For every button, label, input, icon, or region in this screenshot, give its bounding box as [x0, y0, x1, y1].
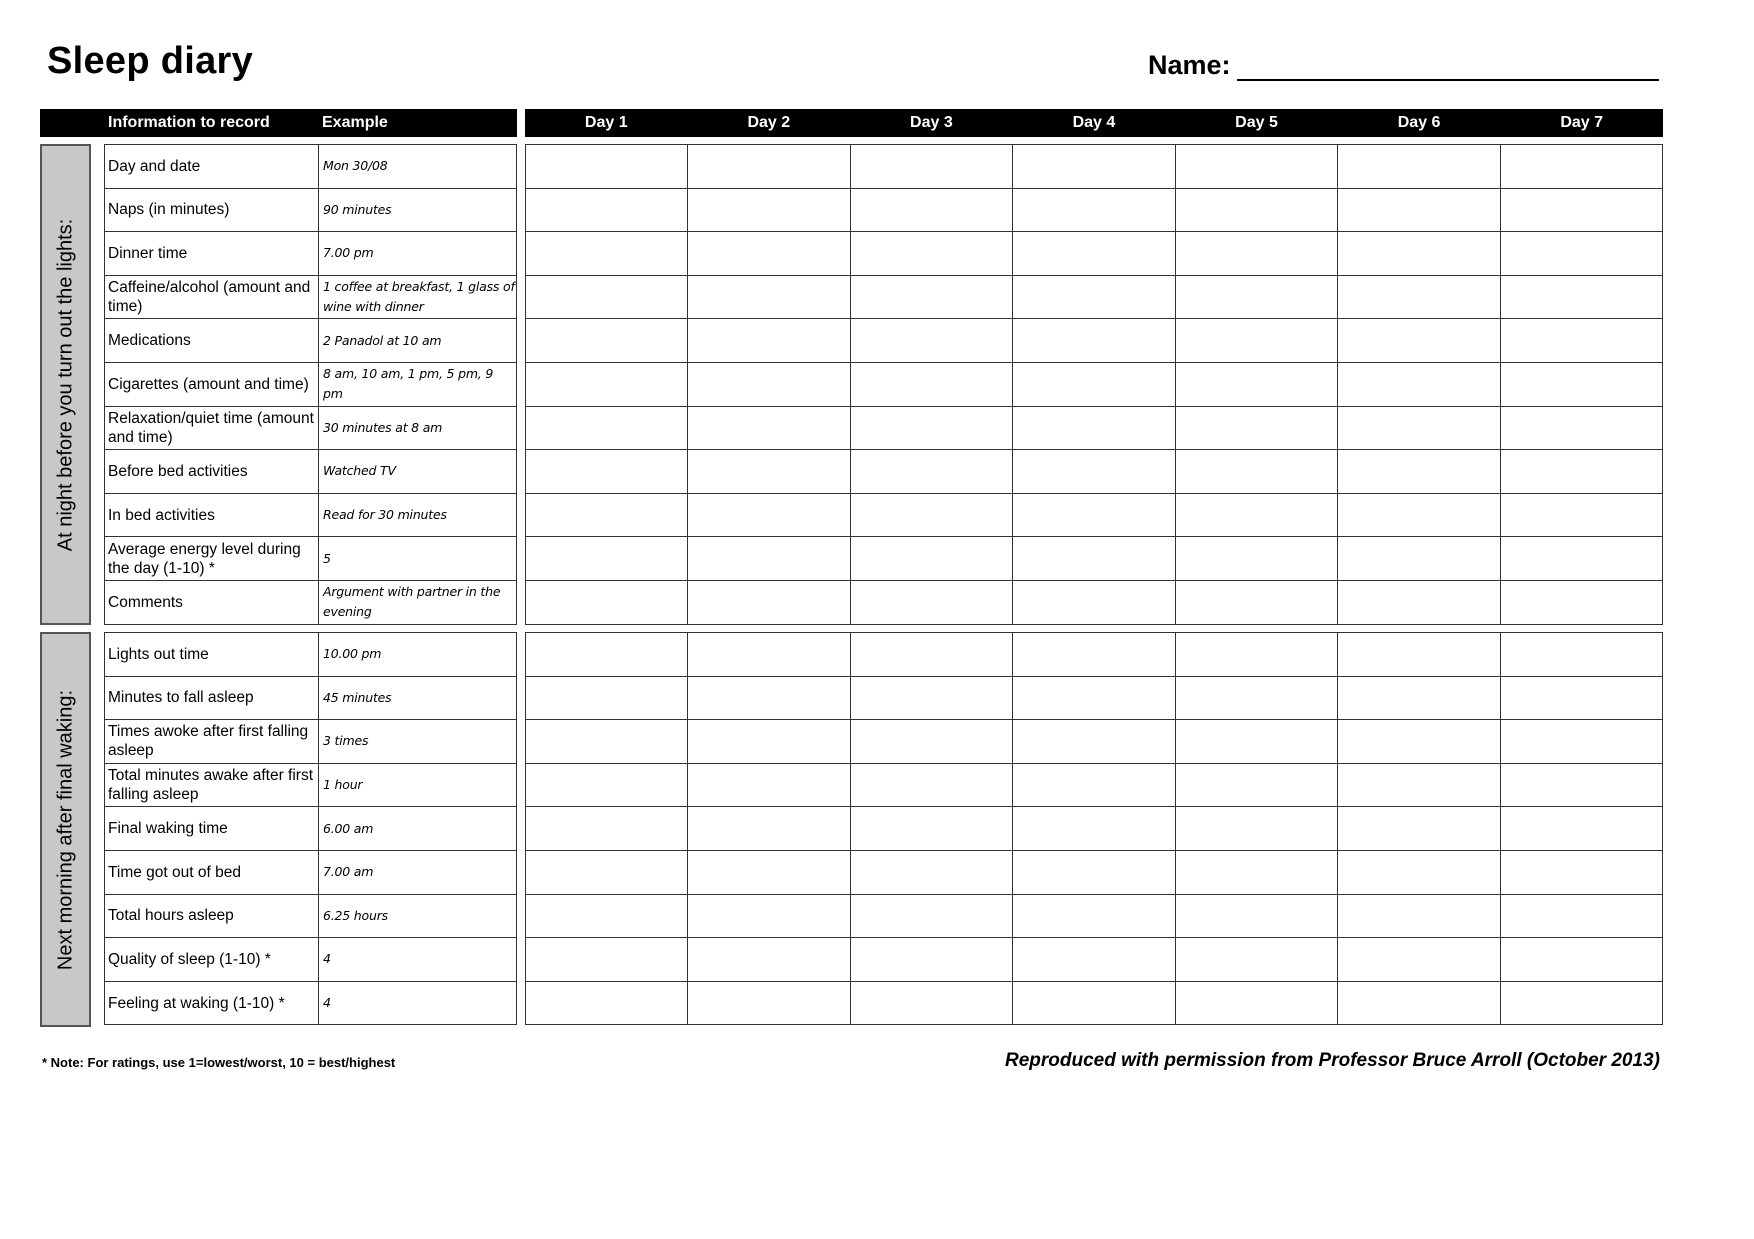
row-example: 7.00 am — [319, 850, 517, 894]
day-7-cell[interactable] — [1500, 580, 1662, 624]
day-6-cell[interactable] — [1338, 720, 1500, 764]
day-7-cell[interactable] — [1500, 362, 1662, 406]
day-1-cell[interactable] — [526, 850, 688, 894]
day-row — [526, 362, 1663, 406]
table-row — [105, 633, 517, 677]
day-row — [526, 720, 1663, 764]
day-5-cell[interactable] — [1175, 145, 1337, 189]
day-3-cell[interactable] — [850, 894, 1012, 938]
day-6-cell[interactable] — [1338, 938, 1500, 982]
day-2-cell[interactable] — [688, 938, 850, 982]
day-6-cell[interactable] — [1338, 676, 1500, 720]
header-day-5: Day 5 — [1235, 114, 1278, 131]
day-2-cell[interactable] — [688, 188, 850, 232]
row-label: Relaxation/quiet time (amount and time) — [105, 406, 319, 450]
row-label: Day and date — [105, 145, 319, 189]
table-row — [105, 850, 517, 894]
table-row — [105, 450, 517, 494]
row-label: Total hours asleep — [105, 894, 319, 938]
day-7-cell[interactable] — [1500, 406, 1662, 450]
day-2-cell[interactable] — [688, 537, 850, 581]
day-1-cell[interactable] — [526, 145, 688, 189]
day-row — [526, 580, 1663, 624]
day-row — [526, 232, 1663, 276]
table-row — [105, 362, 517, 406]
day-4-cell[interactable] — [1013, 450, 1175, 494]
table-row — [105, 894, 517, 938]
day-4-cell[interactable] — [1013, 850, 1175, 894]
day-5-cell[interactable] — [1175, 493, 1337, 537]
row-label: Quality of sleep (1-10) * — [105, 938, 319, 982]
table-row — [105, 319, 517, 363]
day-1-cell[interactable] — [526, 319, 688, 363]
day-1-cell[interactable] — [526, 894, 688, 938]
day-2-cell[interactable] — [688, 981, 850, 1025]
info-table-night — [104, 144, 517, 625]
day-7-cell[interactable] — [1500, 676, 1662, 720]
day-row — [526, 275, 1663, 319]
day-4-cell[interactable] — [1013, 633, 1175, 677]
day-7-cell[interactable] — [1500, 275, 1662, 319]
credit-line: Reproduced with permission from Professor Bruce Arroll (October 2013) — [1005, 1050, 1660, 1071]
day-5-cell[interactable] — [1175, 232, 1337, 276]
day-7-cell[interactable] — [1500, 493, 1662, 537]
header-day-7: Day 7 — [1560, 114, 1604, 131]
row-label: Feeling at waking (1-10) * — [105, 981, 319, 1025]
day-2-cell[interactable] — [688, 450, 850, 494]
day-7-cell[interactable] — [1500, 938, 1662, 982]
name-label: Name: — [1148, 50, 1231, 80]
row-example: 7.00 pm — [319, 232, 517, 276]
day-7-cell[interactable] — [1500, 720, 1662, 764]
day-row — [526, 145, 1663, 189]
day-row — [526, 493, 1663, 537]
row-example: 1 coffee at breakfast, 1 glass of wine with dinner — [319, 275, 517, 319]
day-4-cell[interactable] — [1013, 232, 1175, 276]
day-2-cell[interactable] — [688, 145, 850, 189]
table-row — [105, 537, 517, 581]
day-1-cell[interactable] — [526, 188, 688, 232]
day-2-cell[interactable] — [688, 720, 850, 764]
day-5-cell[interactable] — [1175, 850, 1337, 894]
day-row — [526, 676, 1663, 720]
day-4-cell[interactable] — [1013, 537, 1175, 581]
section-label-night-text: At night before you turn out the lights: — [54, 218, 76, 551]
day-3-cell[interactable] — [850, 633, 1012, 677]
day-4-cell[interactable] — [1013, 275, 1175, 319]
row-label: Before bed activities — [105, 450, 319, 494]
table-row — [105, 807, 517, 851]
day-3-cell[interactable] — [850, 981, 1012, 1025]
row-example: 5 — [319, 537, 517, 581]
day-5-cell[interactable] — [1175, 275, 1337, 319]
day-3-cell[interactable] — [850, 319, 1012, 363]
day-7-cell[interactable] — [1500, 232, 1662, 276]
day-5-cell[interactable] — [1175, 580, 1337, 624]
day-row — [526, 188, 1663, 232]
day-3-cell[interactable] — [850, 580, 1012, 624]
day-6-cell[interactable] — [1338, 580, 1500, 624]
day-6-cell[interactable] — [1338, 275, 1500, 319]
section-label-morning-text: Next morning after final waking: — [54, 689, 76, 970]
table-row — [105, 763, 517, 807]
table-row — [105, 938, 517, 982]
day-7-cell[interactable] — [1500, 319, 1662, 363]
day-3-cell[interactable] — [850, 938, 1012, 982]
day-5-cell[interactable] — [1175, 763, 1337, 807]
day-1-cell[interactable] — [526, 676, 688, 720]
day-7-cell[interactable] — [1500, 537, 1662, 581]
day-6-cell[interactable] — [1338, 493, 1500, 537]
day-1-cell[interactable] — [526, 720, 688, 764]
day-6-cell[interactable] — [1338, 319, 1500, 363]
day-4-cell[interactable] — [1013, 894, 1175, 938]
row-label: Cigarettes (amount and time) — [105, 362, 319, 406]
row-label: Comments — [105, 580, 319, 624]
day-5-cell[interactable] — [1175, 319, 1337, 363]
day-6-cell[interactable] — [1338, 406, 1500, 450]
day-1-cell[interactable] — [526, 633, 688, 677]
row-label: Total minutes awake after first falling asleep — [105, 763, 319, 807]
day-6-cell[interactable] — [1338, 145, 1500, 189]
row-example: 4 — [319, 981, 517, 1025]
day-2-cell[interactable] — [688, 633, 850, 677]
day-2-cell[interactable] — [688, 580, 850, 624]
table-row — [105, 275, 517, 319]
day-4-cell[interactable] — [1013, 406, 1175, 450]
section-label-morning — [40, 632, 91, 1027]
name-input-line[interactable] — [1237, 79, 1659, 81]
day-row — [526, 319, 1663, 363]
row-label: Time got out of bed — [105, 850, 319, 894]
header-day-1: Day 1 — [584, 114, 628, 131]
day-7-cell[interactable] — [1500, 188, 1662, 232]
day-3-cell[interactable] — [850, 450, 1012, 494]
day-6-cell[interactable] — [1338, 232, 1500, 276]
day-7-cell[interactable] — [1500, 894, 1662, 938]
day-5-cell[interactable] — [1175, 807, 1337, 851]
day-row — [526, 763, 1663, 807]
day-7-cell[interactable] — [1500, 807, 1662, 851]
info-table-morning — [104, 632, 517, 1025]
table-row — [105, 493, 517, 537]
day-7-cell[interactable] — [1500, 145, 1662, 189]
row-example: Argument with partner in the evening — [319, 580, 517, 624]
row-example: 3 times — [319, 720, 517, 764]
row-label: Lights out time — [105, 633, 319, 677]
row-example: 10.00 pm — [319, 633, 517, 677]
day-6-cell[interactable] — [1338, 807, 1500, 851]
day-7-cell[interactable] — [1500, 981, 1662, 1025]
day-2-cell[interactable] — [688, 362, 850, 406]
day-1-cell[interactable] — [526, 763, 688, 807]
day-3-cell[interactable] — [850, 807, 1012, 851]
row-label: Final waking time — [105, 807, 319, 851]
day-row — [526, 537, 1663, 581]
section-label-night — [40, 144, 91, 625]
day-2-cell[interactable] — [688, 763, 850, 807]
day-4-cell[interactable] — [1013, 720, 1175, 764]
day-3-cell[interactable] — [850, 493, 1012, 537]
day-1-cell[interactable] — [526, 232, 688, 276]
day-6-cell[interactable] — [1338, 894, 1500, 938]
day-5-cell[interactable] — [1175, 406, 1337, 450]
day-1-cell[interactable] — [526, 981, 688, 1025]
header-day-3: Day 3 — [910, 114, 953, 131]
table-row — [105, 720, 517, 764]
day-3-cell[interactable] — [850, 763, 1012, 807]
day-6-cell[interactable] — [1338, 188, 1500, 232]
day-1-cell[interactable] — [526, 450, 688, 494]
day-2-cell[interactable] — [688, 232, 850, 276]
ratings-note: * Note: For ratings, use 1=lowest/worst, 10 = best/highest — [42, 1055, 396, 1070]
day-1-cell[interactable] — [526, 275, 688, 319]
day-3-cell[interactable] — [850, 275, 1012, 319]
row-example: Read for 30 minutes — [319, 493, 517, 537]
day-7-cell[interactable] — [1500, 633, 1662, 677]
row-label: Times awoke after first falling asleep — [105, 720, 319, 764]
day-6-cell[interactable] — [1338, 450, 1500, 494]
day-4-cell[interactable] — [1013, 493, 1175, 537]
day-4-cell[interactable] — [1013, 676, 1175, 720]
row-label: Minutes to fall asleep — [105, 676, 319, 720]
day-4-cell[interactable] — [1013, 188, 1175, 232]
row-label: Average energy level during the day (1-10) * — [105, 537, 319, 581]
day-6-cell[interactable] — [1338, 981, 1500, 1025]
day-5-cell[interactable] — [1175, 450, 1337, 494]
day-row — [526, 633, 1663, 677]
day-4-cell[interactable] — [1013, 362, 1175, 406]
day-6-cell[interactable] — [1338, 633, 1500, 677]
day-7-cell[interactable] — [1500, 450, 1662, 494]
day-4-cell[interactable] — [1013, 938, 1175, 982]
table-row — [105, 580, 517, 624]
day-row — [526, 894, 1663, 938]
day-6-cell[interactable] — [1338, 537, 1500, 581]
day-5-cell[interactable] — [1175, 633, 1337, 677]
day-row — [526, 850, 1663, 894]
day-row — [526, 981, 1663, 1025]
table-row — [105, 981, 517, 1025]
day-3-cell[interactable] — [850, 537, 1012, 581]
day-row — [526, 406, 1663, 450]
day-4-cell[interactable] — [1013, 580, 1175, 624]
row-label: Dinner time — [105, 232, 319, 276]
day-5-cell[interactable] — [1175, 981, 1337, 1025]
row-example: 4 — [319, 938, 517, 982]
days-table-night — [525, 144, 1663, 625]
day-2-cell[interactable] — [688, 493, 850, 537]
day-5-cell[interactable] — [1175, 676, 1337, 720]
day-2-cell[interactable] — [688, 850, 850, 894]
day-3-cell[interactable] — [850, 850, 1012, 894]
day-5-cell[interactable] — [1175, 720, 1337, 764]
row-example: 45 minutes — [319, 676, 517, 720]
table-row — [105, 406, 517, 450]
day-3-cell[interactable] — [850, 362, 1012, 406]
row-example: Mon 30/08 — [319, 145, 517, 189]
header-day-2: Day 2 — [747, 114, 791, 131]
days-table-morning — [525, 632, 1663, 1025]
row-label: Medications — [105, 319, 319, 363]
day-3-cell[interactable] — [850, 188, 1012, 232]
table-row — [105, 676, 517, 720]
table-row — [105, 232, 517, 276]
row-label: In bed activities — [105, 493, 319, 537]
day-4-cell[interactable] — [1013, 981, 1175, 1025]
row-example: 8 am, 10 am, 1 pm, 5 pm, 9 pm — [319, 362, 517, 406]
day-5-cell[interactable] — [1175, 938, 1337, 982]
header-day-4: Day 4 — [1072, 114, 1116, 131]
day-7-cell[interactable] — [1500, 763, 1662, 807]
day-2-cell[interactable] — [688, 275, 850, 319]
day-3-cell[interactable] — [850, 232, 1012, 276]
day-1-cell[interactable] — [526, 938, 688, 982]
row-label: Caffeine/alcohol (amount and time) — [105, 275, 319, 319]
day-6-cell[interactable] — [1338, 362, 1500, 406]
day-3-cell[interactable] — [850, 720, 1012, 764]
table-row — [105, 145, 517, 189]
day-1-cell[interactable] — [526, 537, 688, 581]
header-example: Example — [322, 114, 388, 131]
header-day-6: Day 6 — [1397, 114, 1441, 131]
day-5-cell[interactable] — [1175, 894, 1337, 938]
day-1-cell[interactable] — [526, 807, 688, 851]
row-example: 90 minutes — [319, 188, 517, 232]
day-2-cell[interactable] — [688, 406, 850, 450]
day-2-cell[interactable] — [688, 807, 850, 851]
day-4-cell[interactable] — [1013, 145, 1175, 189]
row-example: 1 hour — [319, 763, 517, 807]
day-5-cell[interactable] — [1175, 188, 1337, 232]
day-1-cell[interactable] — [526, 580, 688, 624]
day-5-cell[interactable] — [1175, 537, 1337, 581]
day-1-cell[interactable] — [526, 406, 688, 450]
day-1-cell[interactable] — [526, 493, 688, 537]
day-4-cell[interactable] — [1013, 319, 1175, 363]
day-1-cell[interactable] — [526, 362, 688, 406]
row-example: 2 Panadol at 10 am — [319, 319, 517, 363]
day-4-cell[interactable] — [1013, 763, 1175, 807]
day-row — [526, 807, 1663, 851]
day-2-cell[interactable] — [688, 319, 850, 363]
table-row — [105, 188, 517, 232]
day-row — [526, 938, 1663, 982]
day-2-cell[interactable] — [688, 894, 850, 938]
day-3-cell[interactable] — [850, 406, 1012, 450]
row-example: 6.00 am — [319, 807, 517, 851]
row-example: 6.25 hours — [319, 894, 517, 938]
day-3-cell[interactable] — [850, 145, 1012, 189]
row-example: 30 minutes at 8 am — [319, 406, 517, 450]
day-3-cell[interactable] — [850, 676, 1012, 720]
page-title: Sleep diary — [47, 40, 254, 82]
day-2-cell[interactable] — [688, 676, 850, 720]
day-6-cell[interactable] — [1338, 850, 1500, 894]
day-row — [526, 450, 1663, 494]
row-label: Naps (in minutes) — [105, 188, 319, 232]
header-info: Information to record — [108, 114, 270, 131]
day-4-cell[interactable] — [1013, 807, 1175, 851]
day-7-cell[interactable] — [1500, 850, 1662, 894]
day-6-cell[interactable] — [1338, 763, 1500, 807]
row-example: Watched TV — [319, 450, 517, 494]
day-5-cell[interactable] — [1175, 362, 1337, 406]
